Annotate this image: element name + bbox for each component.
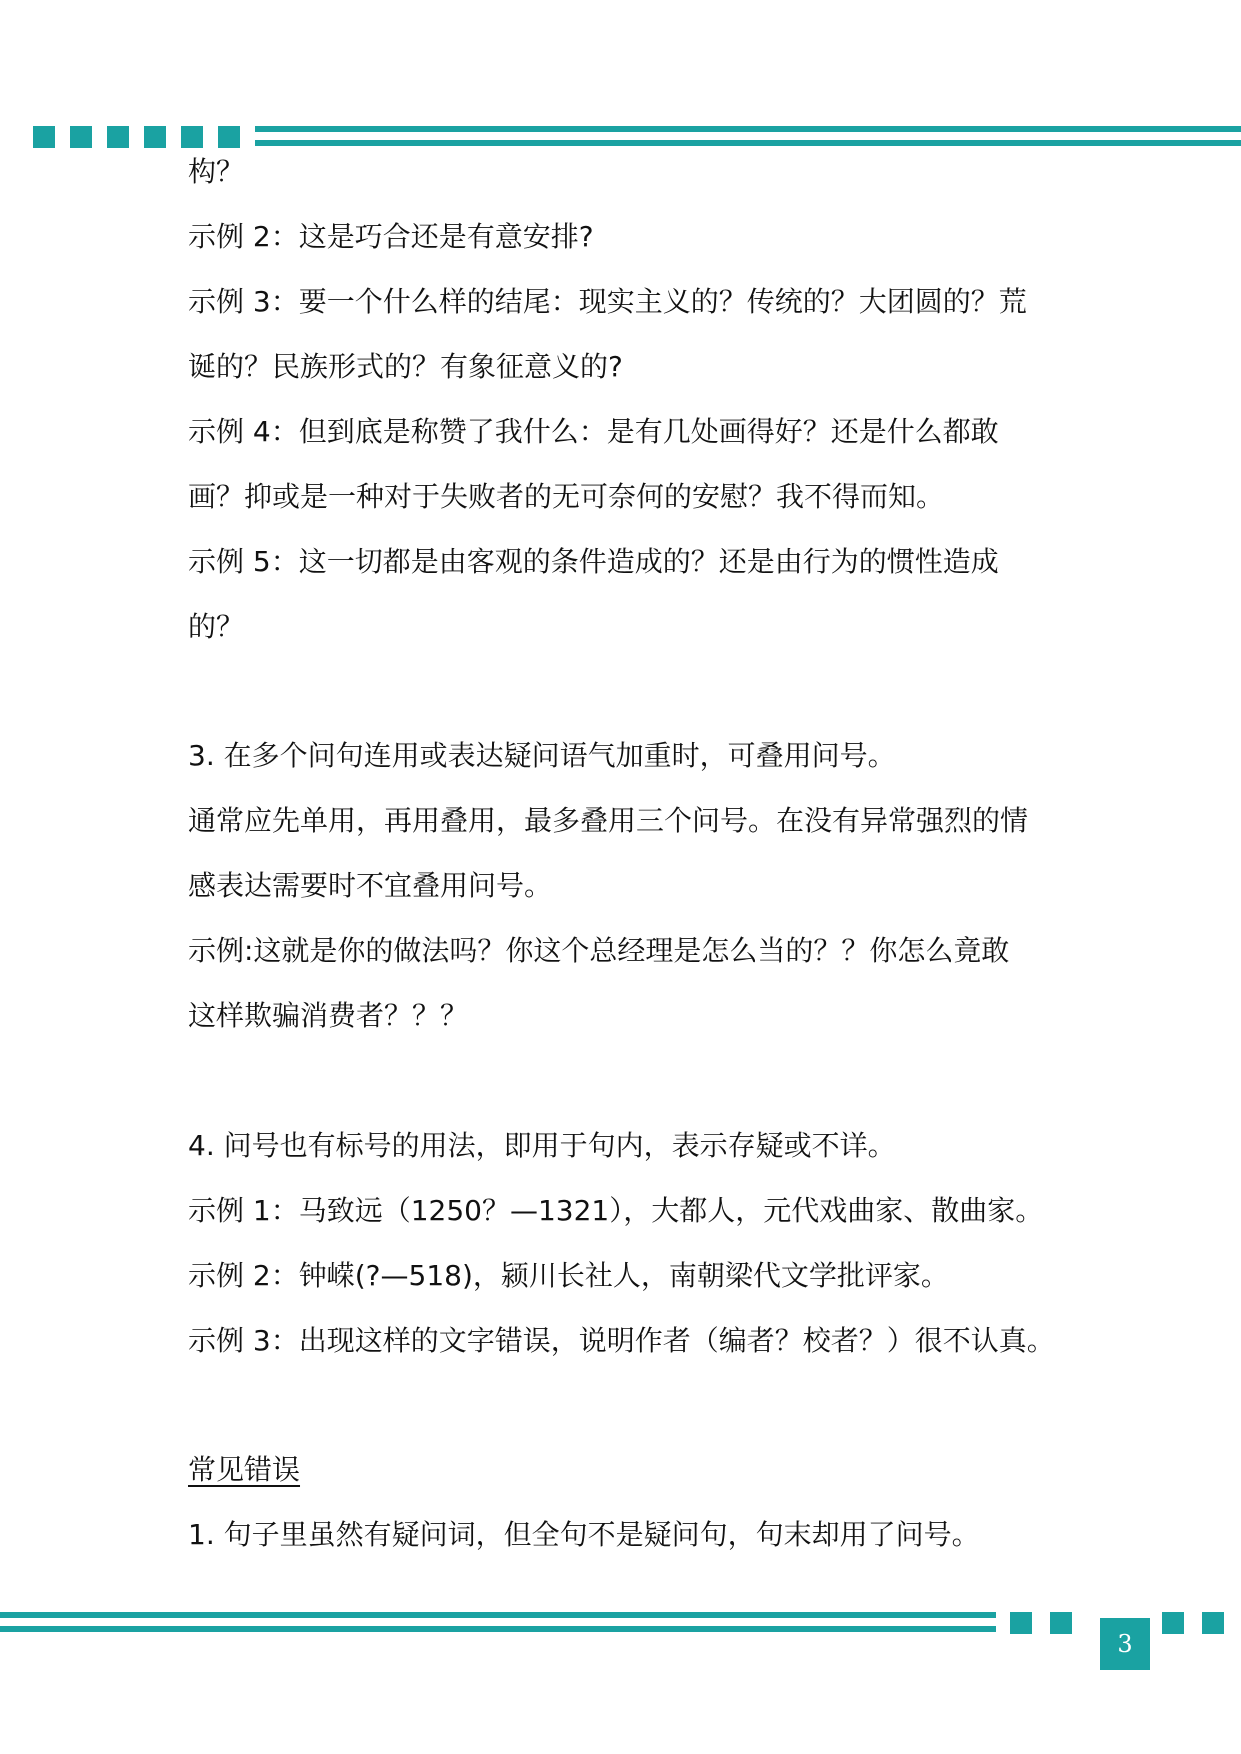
header-square [33, 126, 55, 148]
text-line: 示例 3：出现这样的文字错误，说明作者（编者？校者？）很不认真。 [188, 1324, 1055, 1357]
footer-square [1010, 1612, 1032, 1634]
text-line: 画？抑或是一种对于失败者的无可奈何的安慰？我不得而知。 [188, 480, 945, 513]
header-square [144, 126, 166, 148]
page-number: 3 [1100, 1618, 1150, 1670]
text-line: 示例 4：但到底是称赞了我什么：是有几处画得好？还是什么都敢 [188, 415, 999, 448]
footer-bar [0, 1626, 996, 1632]
footer-square [1202, 1612, 1224, 1634]
text-line: 示例 2：钟嵘(?—518)，颍川长社人，南朝梁代文学批评家。 [188, 1259, 949, 1292]
header-square [107, 126, 129, 148]
text-line: 感表达需要时不宜叠用问号。 [188, 869, 553, 902]
header-bar [255, 140, 1241, 146]
section-heading: 3. 在多个问句连用或表达疑问语气加重时，可叠用问号。 [188, 739, 896, 772]
text-line: 1. 句子里虽然有疑问词，但全句不是疑问句，句末却用了问号。 [188, 1518, 980, 1551]
text-line: 示例 3：要一个什么样的结尾：现实主义的？传统的？大团圆的？荒 [188, 285, 1027, 318]
footer-square [1162, 1612, 1184, 1634]
common-errors-heading: 常见错误 [188, 1453, 301, 1486]
text-line: 通常应先单用，再用叠用，最多叠用三个问号。在没有异常强烈的情 [188, 804, 1029, 837]
footer-square [1050, 1612, 1072, 1634]
text-line: 的？ [188, 610, 245, 643]
text-line: 诞的？民族形式的？有象征意义的? [188, 350, 623, 383]
text-line: 这样欺骗消费者？？？ [188, 999, 469, 1032]
text-line: 示例:这就是你的做法吗？你这个总经理是怎么当的？？你怎么竟敢 [188, 934, 1010, 967]
text-line: 示例 1：马致远（1250？—1321），大都人，元代戏曲家、散曲家。 [188, 1194, 1044, 1227]
text-line: 示例 2：这是巧合还是有意安排? [188, 220, 594, 253]
text-line: 构？ [188, 155, 245, 188]
header-bar [255, 126, 1241, 132]
section-heading: 4. 问号也有标号的用法，即用于句内，表示存疑或不详。 [188, 1129, 896, 1162]
header-square [70, 126, 92, 148]
header-square [181, 126, 203, 148]
footer-bar [0, 1612, 996, 1618]
text-line: 示例 5：这一切都是由客观的条件造成的？还是由行为的惯性造成 [188, 545, 999, 578]
header-square [218, 126, 240, 148]
